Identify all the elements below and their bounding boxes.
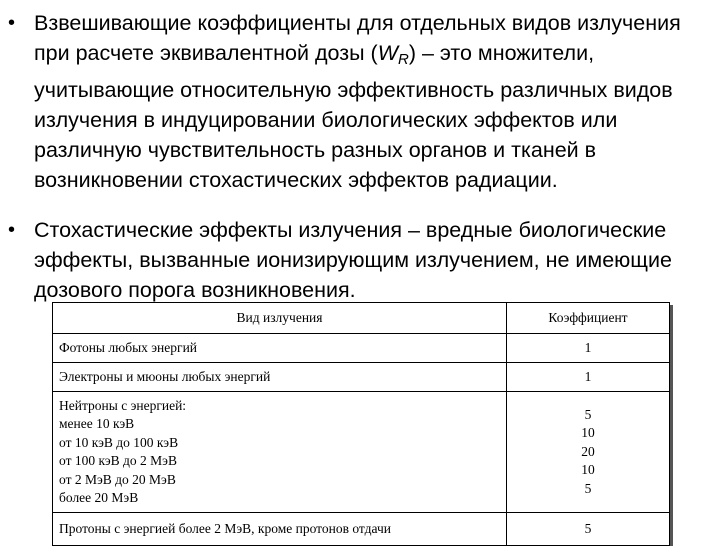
cell-radiation-type: Фотоны любых энергий <box>53 334 507 363</box>
neutron-range: от 2 МэВ до 20 МэВ <box>59 471 176 487</box>
cell-radiation-type: Электроны и мюоны любых энергий <box>53 363 507 392</box>
header-radiation-type: Вид излучения <box>53 303 507 334</box>
bullet-weighting-factors <box>8 8 714 195</box>
neutron-coef: 20 <box>581 443 595 459</box>
neutron-range: более 20 МэВ <box>59 490 139 505</box>
neutron-coef: 5 <box>584 480 592 496</box>
cell-neutron-ranges <box>53 392 507 513</box>
table-row <box>53 334 670 363</box>
cell-coefficient: 1 <box>507 334 670 363</box>
neutron-range: от 100 кэВ до 2 МэВ <box>59 453 177 468</box>
table-header-row <box>53 303 670 334</box>
weighting-factors-table <box>52 302 670 546</box>
bullet-marker: • <box>8 12 16 34</box>
cell-neutron-coefficients <box>507 392 670 513</box>
table-row-neutrons <box>53 392 670 513</box>
cell-coefficient: 1 <box>507 363 670 392</box>
bullet-1-text-end: ) – это множители, учитывающие относительную эффективность различных видов излучения в индуцировании биологических эффектов или различную чувствительность разных органов и тканей в возникновении стохастических эффектов радиации. <box>34 41 673 192</box>
symbol-w: W <box>377 41 398 65</box>
neutron-range: менее 10 кэВ <box>59 416 135 431</box>
bullet-stochastic-effects <box>8 215 714 305</box>
bullet-2-text: Стохастические эффекты излучения – вредные биологические эффекты, вызванные ионизирующим излучением, не имеющие дозового порога возникновения. <box>34 218 672 302</box>
table-row <box>53 363 670 392</box>
neutron-range: от 10 кэВ до 100 кэВ <box>59 434 179 450</box>
symbol-subscript: R <box>397 51 409 68</box>
bullet-marker: • <box>8 219 16 241</box>
cell-coefficient: 5 <box>507 513 670 546</box>
neutron-title: Нейтроны с энергией: <box>59 397 187 413</box>
neutron-coef: 5 <box>584 406 592 422</box>
cell-radiation-type: Протоны с энергией более 2 МэВ, кроме протонов отдачи <box>53 513 507 546</box>
bullet-1-text-start: Взвешивающие коэффициенты для отдельных видов излучения при расчете эквивалентной дозы ( <box>34 11 681 65</box>
neutron-coef: 10 <box>581 425 595 441</box>
table-row <box>53 513 670 546</box>
neutron-coef: 10 <box>581 462 595 478</box>
header-coefficient: Коэффициент <box>507 303 670 334</box>
